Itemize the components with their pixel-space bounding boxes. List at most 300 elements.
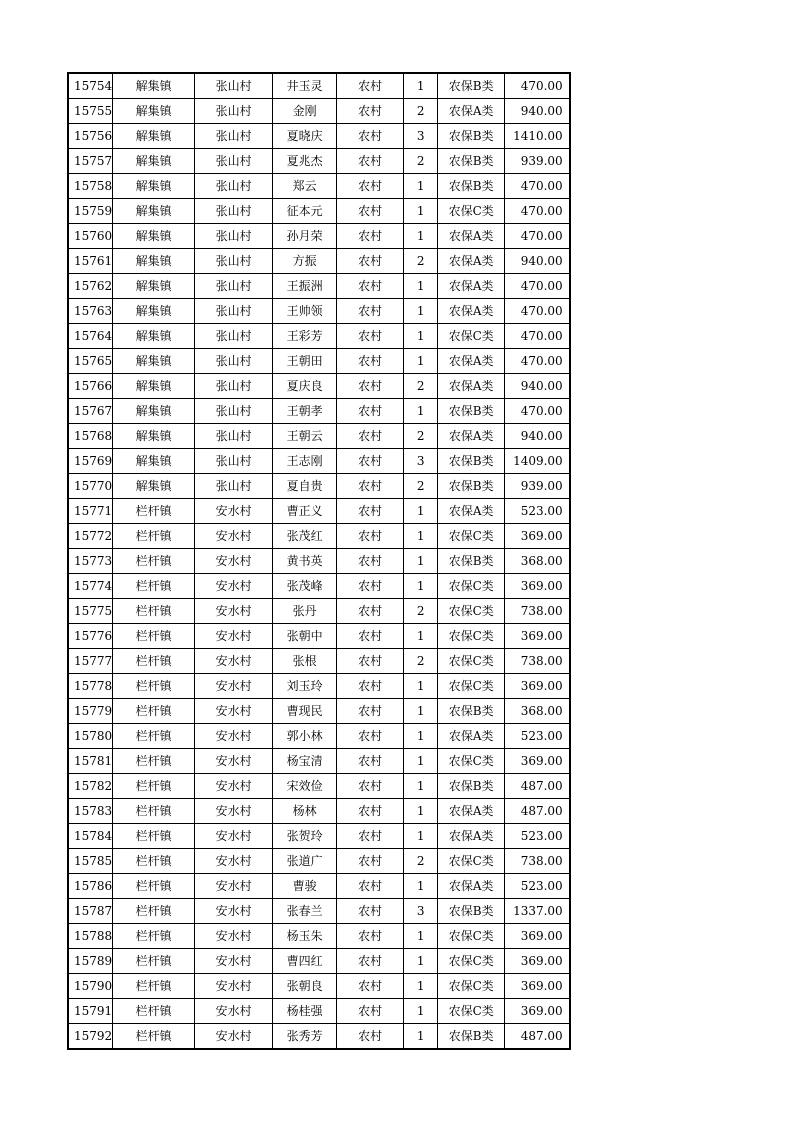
- amount-cell: 939.00: [505, 149, 570, 174]
- member-count-cell: 1: [404, 399, 438, 424]
- member-count-cell: 1: [404, 699, 438, 724]
- data-table: [67, 72, 571, 1050]
- amount-cell: 470.00: [505, 174, 570, 199]
- member-count-cell: 1: [404, 799, 438, 824]
- member-count-cell: 3: [404, 899, 438, 924]
- table-row: [68, 174, 570, 199]
- insurance-category-cell: 农保B类: [438, 549, 505, 574]
- town-cell: 解集镇: [113, 124, 195, 149]
- serial-number-cell: 15755: [68, 99, 113, 124]
- insurance-category-cell: 农保A类: [438, 724, 505, 749]
- household-type-cell: 农村: [337, 874, 404, 899]
- household-type-cell: 农村: [337, 124, 404, 149]
- person-name-cell: 张贺玲: [273, 824, 337, 849]
- person-name-cell: 杨林: [273, 799, 337, 824]
- member-count-cell: 1: [404, 574, 438, 599]
- insurance-category-cell: 农保C类: [438, 324, 505, 349]
- amount-cell: 368.00: [505, 549, 570, 574]
- table-row: [68, 724, 570, 749]
- village-cell: 安水村: [195, 824, 273, 849]
- table-row: [68, 574, 570, 599]
- member-count-cell: 2: [404, 649, 438, 674]
- village-cell: 张山村: [195, 249, 273, 274]
- insurance-category-cell: 农保B类: [438, 399, 505, 424]
- village-cell: 张山村: [195, 124, 273, 149]
- person-name-cell: 杨玉朱: [273, 924, 337, 949]
- person-name-cell: 杨宝清: [273, 749, 337, 774]
- village-cell: 张山村: [195, 374, 273, 399]
- person-name-cell: 夏晓庆: [273, 124, 337, 149]
- household-type-cell: 农村: [337, 949, 404, 974]
- amount-cell: 369.00: [505, 674, 570, 699]
- town-cell: 解集镇: [113, 249, 195, 274]
- member-count-cell: 1: [404, 874, 438, 899]
- town-cell: 解集镇: [113, 274, 195, 299]
- member-count-cell: 1: [404, 73, 438, 99]
- member-count-cell: 2: [404, 849, 438, 874]
- town-cell: 解集镇: [113, 399, 195, 424]
- person-name-cell: 张道广: [273, 849, 337, 874]
- table-row: [68, 149, 570, 174]
- serial-number-cell: 15766: [68, 374, 113, 399]
- insurance-category-cell: 农保C类: [438, 649, 505, 674]
- table-row: [68, 999, 570, 1024]
- insurance-category-cell: 农保A类: [438, 99, 505, 124]
- insurance-category-cell: 农保A类: [438, 224, 505, 249]
- table-row: [68, 824, 570, 849]
- person-name-cell: 井玉灵: [273, 73, 337, 99]
- member-count-cell: 1: [404, 624, 438, 649]
- insurance-category-cell: 农保C类: [438, 199, 505, 224]
- person-name-cell: 张秀芳: [273, 1024, 337, 1050]
- table-row: [68, 299, 570, 324]
- town-cell: 栏杆镇: [113, 849, 195, 874]
- household-type-cell: 农村: [337, 549, 404, 574]
- village-cell: 安水村: [195, 499, 273, 524]
- member-count-cell: 1: [404, 524, 438, 549]
- serial-number-cell: 15792: [68, 1024, 113, 1050]
- amount-cell: 470.00: [505, 224, 570, 249]
- person-name-cell: 王朝孝: [273, 399, 337, 424]
- member-count-cell: 1: [404, 924, 438, 949]
- household-type-cell: 农村: [337, 749, 404, 774]
- village-cell: 安水村: [195, 724, 273, 749]
- amount-cell: 738.00: [505, 649, 570, 674]
- person-name-cell: 张茂红: [273, 524, 337, 549]
- household-type-cell: 农村: [337, 849, 404, 874]
- serial-number-cell: 15786: [68, 874, 113, 899]
- village-cell: 张山村: [195, 324, 273, 349]
- household-type-cell: 农村: [337, 324, 404, 349]
- serial-number-cell: 15761: [68, 249, 113, 274]
- household-type-cell: 农村: [337, 649, 404, 674]
- village-cell: 安水村: [195, 899, 273, 924]
- village-cell: 安水村: [195, 649, 273, 674]
- serial-number-cell: 15789: [68, 949, 113, 974]
- town-cell: 栏杆镇: [113, 624, 195, 649]
- person-name-cell: 张朝中: [273, 624, 337, 649]
- member-count-cell: 1: [404, 974, 438, 999]
- village-cell: 张山村: [195, 299, 273, 324]
- amount-cell: 470.00: [505, 299, 570, 324]
- household-type-cell: 农村: [337, 724, 404, 749]
- amount-cell: 369.00: [505, 574, 570, 599]
- person-name-cell: 黄书英: [273, 549, 337, 574]
- person-name-cell: 刘玉玲: [273, 674, 337, 699]
- town-cell: 栏杆镇: [113, 949, 195, 974]
- insurance-category-cell: 农保C类: [438, 949, 505, 974]
- amount-cell: 523.00: [505, 874, 570, 899]
- table-row: [68, 124, 570, 149]
- amount-cell: 738.00: [505, 849, 570, 874]
- household-type-cell: 农村: [337, 474, 404, 499]
- household-type-cell: 农村: [337, 999, 404, 1024]
- town-cell: 解集镇: [113, 474, 195, 499]
- table-row: [68, 274, 570, 299]
- serial-number-cell: 15780: [68, 724, 113, 749]
- amount-cell: 1410.00: [505, 124, 570, 149]
- table-row: [68, 399, 570, 424]
- village-cell: 张山村: [195, 224, 273, 249]
- person-name-cell: 金刚: [273, 99, 337, 124]
- member-count-cell: 1: [404, 824, 438, 849]
- amount-cell: 369.00: [505, 749, 570, 774]
- person-name-cell: 征本元: [273, 199, 337, 224]
- serial-number-cell: 15771: [68, 499, 113, 524]
- town-cell: 栏杆镇: [113, 574, 195, 599]
- person-name-cell: 郭小林: [273, 724, 337, 749]
- household-type-cell: 农村: [337, 574, 404, 599]
- town-cell: 栏杆镇: [113, 824, 195, 849]
- insurance-category-cell: 农保C类: [438, 924, 505, 949]
- amount-cell: 369.00: [505, 924, 570, 949]
- member-count-cell: 3: [404, 124, 438, 149]
- amount-cell: 470.00: [505, 274, 570, 299]
- town-cell: 解集镇: [113, 324, 195, 349]
- serial-number-cell: 15781: [68, 749, 113, 774]
- amount-cell: 487.00: [505, 1024, 570, 1050]
- amount-cell: 940.00: [505, 424, 570, 449]
- household-type-cell: 农村: [337, 524, 404, 549]
- town-cell: 栏杆镇: [113, 974, 195, 999]
- table-row: [68, 624, 570, 649]
- household-type-cell: 农村: [337, 674, 404, 699]
- town-cell: 栏杆镇: [113, 749, 195, 774]
- insurance-category-cell: 农保B类: [438, 149, 505, 174]
- amount-cell: 470.00: [505, 349, 570, 374]
- household-type-cell: 农村: [337, 73, 404, 99]
- serial-number-cell: 15777: [68, 649, 113, 674]
- amount-cell: 369.00: [505, 624, 570, 649]
- household-type-cell: 农村: [337, 174, 404, 199]
- amount-cell: 369.00: [505, 949, 570, 974]
- amount-cell: 940.00: [505, 99, 570, 124]
- person-name-cell: 王彩芳: [273, 324, 337, 349]
- member-count-cell: 2: [404, 424, 438, 449]
- household-type-cell: 农村: [337, 374, 404, 399]
- serial-number-cell: 15759: [68, 199, 113, 224]
- table-row: [68, 424, 570, 449]
- village-cell: 安水村: [195, 849, 273, 874]
- table-row: [68, 474, 570, 499]
- amount-cell: 369.00: [505, 999, 570, 1024]
- table-row: [68, 699, 570, 724]
- household-type-cell: 农村: [337, 424, 404, 449]
- town-cell: 栏杆镇: [113, 724, 195, 749]
- amount-cell: 487.00: [505, 774, 570, 799]
- person-name-cell: 王朝云: [273, 424, 337, 449]
- amount-cell: 738.00: [505, 599, 570, 624]
- serial-number-cell: 15788: [68, 924, 113, 949]
- village-cell: 安水村: [195, 799, 273, 824]
- serial-number-cell: 15758: [68, 174, 113, 199]
- table-row: [68, 499, 570, 524]
- member-count-cell: 1: [404, 674, 438, 699]
- insurance-category-cell: 农保B类: [438, 474, 505, 499]
- amount-cell: 523.00: [505, 824, 570, 849]
- serial-number-cell: 15784: [68, 824, 113, 849]
- person-name-cell: 曹现民: [273, 699, 337, 724]
- amount-cell: 523.00: [505, 499, 570, 524]
- town-cell: 解集镇: [113, 299, 195, 324]
- person-name-cell: 张茂峰: [273, 574, 337, 599]
- insurance-category-cell: 农保C类: [438, 749, 505, 774]
- person-name-cell: 夏自贵: [273, 474, 337, 499]
- household-type-cell: 农村: [337, 924, 404, 949]
- serial-number-cell: 15775: [68, 599, 113, 624]
- table-row: [68, 899, 570, 924]
- serial-number-cell: 15757: [68, 149, 113, 174]
- serial-number-cell: 15770: [68, 474, 113, 499]
- member-count-cell: 1: [404, 749, 438, 774]
- town-cell: 解集镇: [113, 374, 195, 399]
- amount-cell: 470.00: [505, 324, 570, 349]
- amount-cell: 1409.00: [505, 449, 570, 474]
- table-row: [68, 349, 570, 374]
- household-type-cell: 农村: [337, 899, 404, 924]
- household-type-cell: 农村: [337, 699, 404, 724]
- amount-cell: 523.00: [505, 724, 570, 749]
- table-row: [68, 99, 570, 124]
- village-cell: 安水村: [195, 774, 273, 799]
- serial-number-cell: 15765: [68, 349, 113, 374]
- insurance-category-cell: 农保A类: [438, 349, 505, 374]
- household-type-cell: 农村: [337, 499, 404, 524]
- member-count-cell: 1: [404, 174, 438, 199]
- person-name-cell: 郑云: [273, 174, 337, 199]
- amount-cell: 940.00: [505, 374, 570, 399]
- amount-cell: 940.00: [505, 249, 570, 274]
- member-count-cell: 1: [404, 349, 438, 374]
- serial-number-cell: 15762: [68, 274, 113, 299]
- insurance-category-cell: 农保A类: [438, 249, 505, 274]
- member-count-cell: 1: [404, 324, 438, 349]
- village-cell: 张山村: [195, 73, 273, 99]
- person-name-cell: 杨桂强: [273, 999, 337, 1024]
- town-cell: 解集镇: [113, 149, 195, 174]
- household-type-cell: 农村: [337, 824, 404, 849]
- table-row: [68, 949, 570, 974]
- household-type-cell: 农村: [337, 299, 404, 324]
- serial-number-cell: 15776: [68, 624, 113, 649]
- village-cell: 安水村: [195, 874, 273, 899]
- insurance-category-cell: 农保C类: [438, 524, 505, 549]
- amount-cell: 939.00: [505, 474, 570, 499]
- village-cell: 安水村: [195, 999, 273, 1024]
- table-row: [68, 649, 570, 674]
- person-name-cell: 张丹: [273, 599, 337, 624]
- serial-number-cell: 15756: [68, 124, 113, 149]
- town-cell: 解集镇: [113, 199, 195, 224]
- amount-cell: 470.00: [505, 199, 570, 224]
- insurance-category-cell: 农保A类: [438, 824, 505, 849]
- table-row: [68, 449, 570, 474]
- table-row: [68, 324, 570, 349]
- member-count-cell: 1: [404, 274, 438, 299]
- serial-number-cell: 15782: [68, 774, 113, 799]
- insurance-category-cell: 农保C类: [438, 999, 505, 1024]
- village-cell: 安水村: [195, 549, 273, 574]
- serial-number-cell: 15760: [68, 224, 113, 249]
- table-row: [68, 749, 570, 774]
- insurance-category-cell: 农保A类: [438, 299, 505, 324]
- person-name-cell: 张春兰: [273, 899, 337, 924]
- village-cell: 安水村: [195, 699, 273, 724]
- household-type-cell: 农村: [337, 199, 404, 224]
- household-type-cell: 农村: [337, 624, 404, 649]
- serial-number-cell: 15778: [68, 674, 113, 699]
- village-cell: 安水村: [195, 974, 273, 999]
- town-cell: 栏杆镇: [113, 924, 195, 949]
- serial-number-cell: 15768: [68, 424, 113, 449]
- serial-number-cell: 15774: [68, 574, 113, 599]
- village-cell: 张山村: [195, 99, 273, 124]
- person-name-cell: 曹骏: [273, 874, 337, 899]
- insurance-category-cell: 农保A类: [438, 374, 505, 399]
- village-cell: 安水村: [195, 949, 273, 974]
- table-row: [68, 799, 570, 824]
- town-cell: 栏杆镇: [113, 899, 195, 924]
- insurance-category-cell: 农保C类: [438, 574, 505, 599]
- household-type-cell: 农村: [337, 599, 404, 624]
- person-name-cell: 王振洲: [273, 274, 337, 299]
- village-cell: 张山村: [195, 349, 273, 374]
- village-cell: 安水村: [195, 924, 273, 949]
- town-cell: 栏杆镇: [113, 774, 195, 799]
- town-cell: 解集镇: [113, 424, 195, 449]
- town-cell: 栏杆镇: [113, 524, 195, 549]
- village-cell: 安水村: [195, 574, 273, 599]
- town-cell: 栏杆镇: [113, 549, 195, 574]
- town-cell: 栏杆镇: [113, 499, 195, 524]
- household-type-cell: 农村: [337, 99, 404, 124]
- town-cell: 解集镇: [113, 349, 195, 374]
- serial-number-cell: 15785: [68, 849, 113, 874]
- household-type-cell: 农村: [337, 774, 404, 799]
- person-name-cell: 王朝田: [273, 349, 337, 374]
- member-count-cell: 2: [404, 99, 438, 124]
- table-row: [68, 249, 570, 274]
- household-type-cell: 农村: [337, 974, 404, 999]
- amount-cell: 369.00: [505, 524, 570, 549]
- village-cell: 安水村: [195, 624, 273, 649]
- serial-number-cell: 15773: [68, 549, 113, 574]
- member-count-cell: 1: [404, 549, 438, 574]
- insurance-category-cell: 农保B类: [438, 699, 505, 724]
- town-cell: 解集镇: [113, 224, 195, 249]
- person-name-cell: 方振: [273, 249, 337, 274]
- insurance-category-cell: 农保B类: [438, 1024, 505, 1050]
- amount-cell: 1337.00: [505, 899, 570, 924]
- town-cell: 栏杆镇: [113, 799, 195, 824]
- member-count-cell: 2: [404, 599, 438, 624]
- person-name-cell: 曹四红: [273, 949, 337, 974]
- village-cell: 张山村: [195, 149, 273, 174]
- table-row: [68, 974, 570, 999]
- person-name-cell: 王帅领: [273, 299, 337, 324]
- table-row: [68, 224, 570, 249]
- insurance-category-cell: 农保C类: [438, 849, 505, 874]
- insurance-category-cell: 农保B类: [438, 124, 505, 149]
- village-cell: 安水村: [195, 749, 273, 774]
- person-name-cell: 王志刚: [273, 449, 337, 474]
- table-row: [68, 599, 570, 624]
- table-row: [68, 73, 570, 99]
- insurance-category-cell: 农保A类: [438, 499, 505, 524]
- town-cell: 栏杆镇: [113, 874, 195, 899]
- insurance-category-cell: 农保C类: [438, 974, 505, 999]
- person-name-cell: 孙月荣: [273, 224, 337, 249]
- insurance-category-cell: 农保A类: [438, 799, 505, 824]
- village-cell: 张山村: [195, 174, 273, 199]
- member-count-cell: 1: [404, 724, 438, 749]
- person-name-cell: 宋效俭: [273, 774, 337, 799]
- insurance-category-cell: 农保C类: [438, 599, 505, 624]
- household-type-cell: 农村: [337, 449, 404, 474]
- member-count-cell: 2: [404, 249, 438, 274]
- table-row: [68, 199, 570, 224]
- member-count-cell: 1: [404, 949, 438, 974]
- town-cell: 栏杆镇: [113, 699, 195, 724]
- amount-cell: 368.00: [505, 699, 570, 724]
- household-type-cell: 农村: [337, 249, 404, 274]
- serial-number-cell: 15779: [68, 699, 113, 724]
- town-cell: 解集镇: [113, 174, 195, 199]
- village-cell: 张山村: [195, 199, 273, 224]
- town-cell: 栏杆镇: [113, 674, 195, 699]
- insurance-category-cell: 农保A类: [438, 274, 505, 299]
- person-name-cell: 曹正义: [273, 499, 337, 524]
- serial-number-cell: 15787: [68, 899, 113, 924]
- household-type-cell: 农村: [337, 349, 404, 374]
- town-cell: 栏杆镇: [113, 1024, 195, 1050]
- village-cell: 安水村: [195, 524, 273, 549]
- table-row: [68, 1024, 570, 1050]
- table-row: [68, 524, 570, 549]
- household-type-cell: 农村: [337, 274, 404, 299]
- table-row: [68, 924, 570, 949]
- serial-number-cell: 15772: [68, 524, 113, 549]
- insurance-category-cell: 农保B类: [438, 449, 505, 474]
- serial-number-cell: 15790: [68, 974, 113, 999]
- table-row: [68, 549, 570, 574]
- town-cell: 栏杆镇: [113, 649, 195, 674]
- amount-cell: 470.00: [505, 399, 570, 424]
- insurance-category-cell: 农保C类: [438, 674, 505, 699]
- member-count-cell: 2: [404, 474, 438, 499]
- village-cell: 张山村: [195, 424, 273, 449]
- village-cell: 安水村: [195, 674, 273, 699]
